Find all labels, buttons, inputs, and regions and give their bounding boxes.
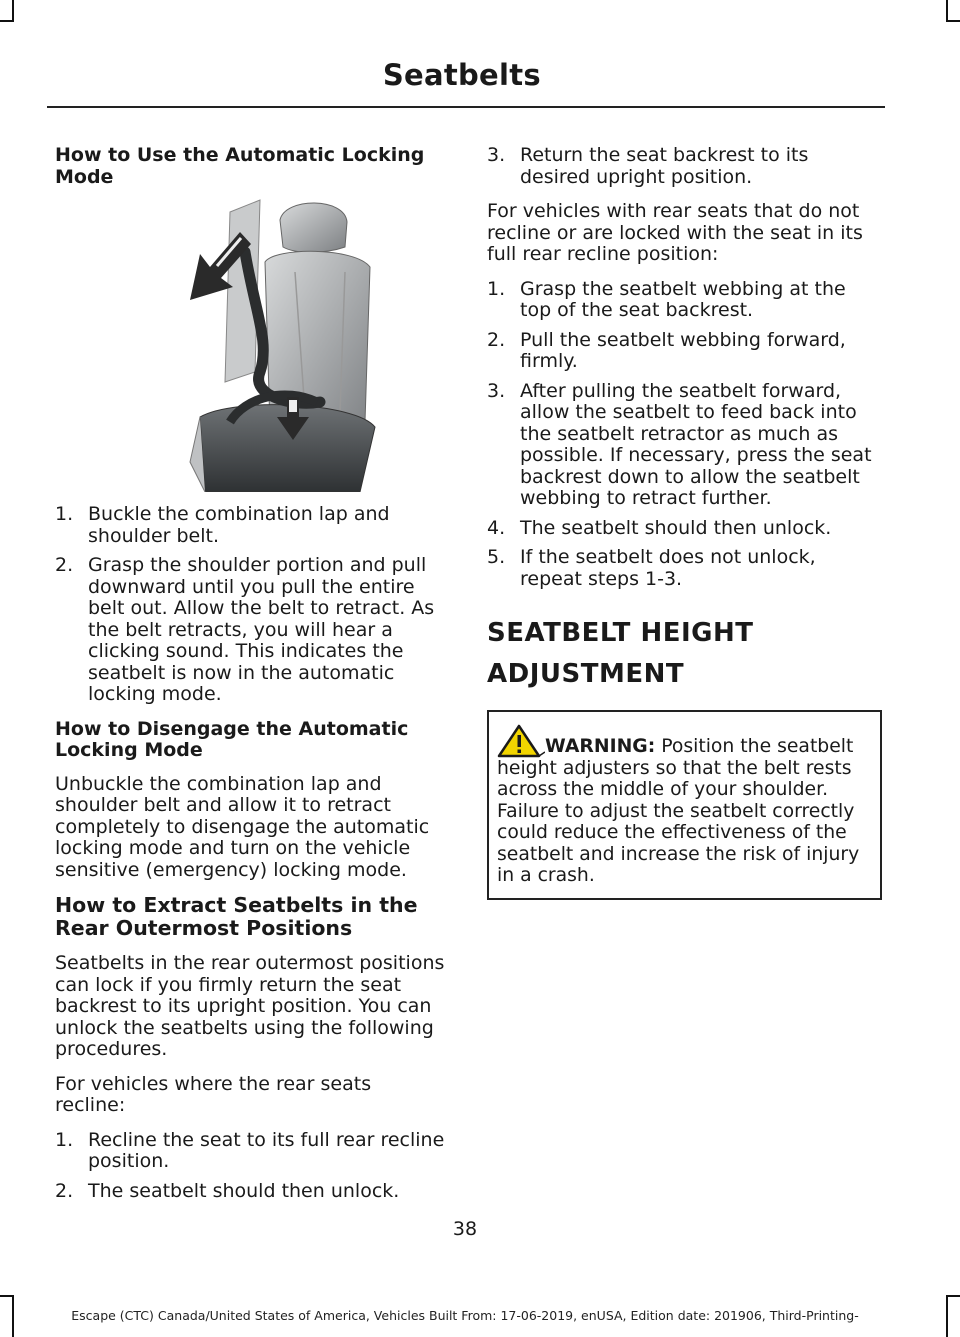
page-title: Seatbelts [382,58,541,92]
warning-label: WARNING: [545,736,656,757]
crop-mark [946,1295,960,1297]
steps-automatic-locking [55,504,445,706]
steps-rear-recline-continued [487,145,882,188]
heading-extract-rear: How to Extract Seatbelts in the Rear Outermost Positions [55,893,418,940]
left-column [55,145,445,1215]
list-item: 2. Grasp the shoulder portion and pull downward until you pull the entire belt out. Allow the belt to retract. As the belt retracts, you will hear a clicking sound. This indicates the seatbelt is now in the automatic locking mode. [55,554,435,705]
list-item: 2. Pull the seatbelt webbing forward, firmly. [487,328,846,372]
crop-mark [0,20,14,22]
list-item: 4. The seatbelt should then unlock. [487,516,832,539]
warning-text: Position the seatbelt height adjusters so that the belt rests across the middle of your shoulder. Failure to adjust the seatbelt correctly could reduce the effectiveness of the seatbelt and increase the risk of injury in a crash. [497,736,860,887]
list-item: 3. After pulling the seatbelt forward, allow the seatbelt to feed back into the seatbelt retractor as much as possible. If necessary, press the seat backrest down to allow the seatbelt webbing to retract further. [487,379,872,509]
page-number: 38 [452,1218,478,1240]
section-heading-height-adjustment: SEATBELT HEIGHT ADJUSTMENT [487,618,754,689]
steps-rear-recline [55,1130,445,1203]
list-item: 3. Return the seat backrest to its desired upright position. [487,144,809,188]
heading-disengage: How to Disengage the Automatic Locking Mode [55,717,409,761]
list-item: 1. Buckle the combination lap and shoulder belt. [55,503,390,547]
crop-mark [0,1295,14,1297]
warning-triangle-icon [497,724,545,758]
warning-box [487,710,882,900]
list-item: 1. Grasp the seatbelt webbing at the top of the seat backrest. [487,277,846,321]
heading-automatic-locking: How to Use the Automatic Locking Mode [55,144,425,188]
crop-mark [12,0,14,22]
list-item: 5. If the seatbelt does not unlock, repeat steps 1-3. [487,546,816,590]
header-rule [47,106,885,108]
paragraph-disengage: Unbuckle the combination lap and shoulder belt and allow it to retract completely to disengage the automatic locking mode and turn on the vehicle sensitive (emergency) locking mode. [55,772,430,881]
crop-mark [946,1295,948,1337]
right-column [487,145,882,900]
paragraph-no-recline: For vehicles with rear seats that do not recline or are locked with the seat in its full rear recline position: [487,200,863,265]
list-item: 1. Recline the seat to its full rear recline position. [55,1128,445,1172]
crop-mark [946,20,960,22]
paragraph-rear-recline: For vehicles where the rear seats recline: [55,1072,372,1116]
seat-with-belt-image [55,192,445,492]
steps-no-recline [487,279,882,591]
page-header [0,58,930,92]
list-item: 2. The seatbelt should then unlock. [55,1179,400,1202]
footer-text: Escape (CTC) Canada/United States of America, Vehicles Built From: 17-06-2019, enUSA, Edition date: 201906, Third-Printing- [71,1308,859,1323]
crop-mark [946,0,948,22]
paragraph-rear-lock: Seatbelts in the rear outermost positions can lock if you firmly return the seat backrest to its upright position. You can unlock the seatbelts using the following procedures. [55,952,445,1060]
seatbelt-illustration [55,192,445,492]
